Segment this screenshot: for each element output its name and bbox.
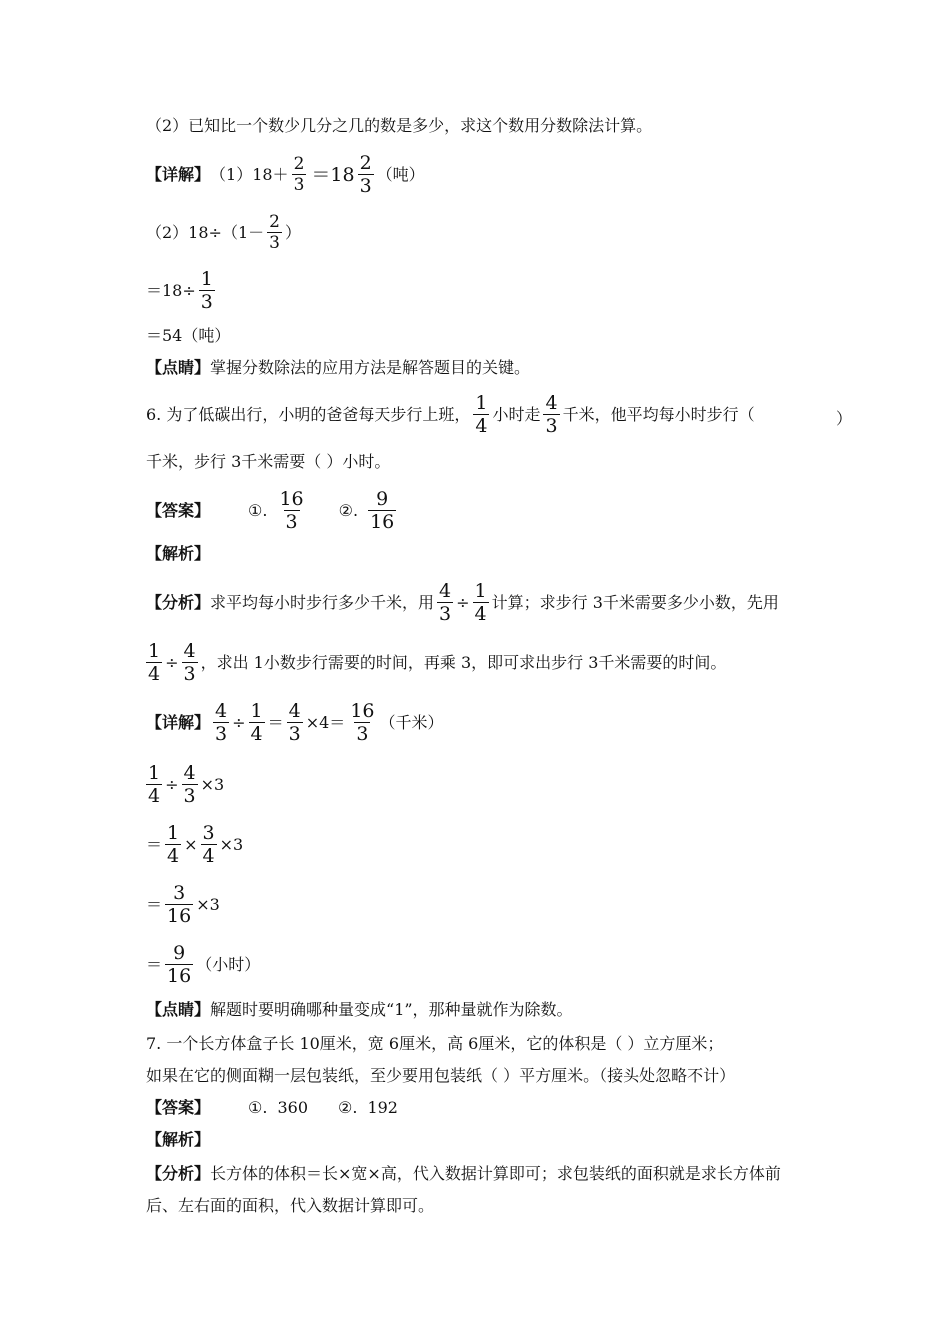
question-7-line-2	[146, 1066, 735, 1086]
dianjing-line	[146, 1000, 573, 1020]
answer-blank-paren: ）	[836, 409, 853, 428]
denominator: 16	[167, 965, 192, 987]
xiangjie-line	[146, 700, 444, 745]
denominator: 3	[545, 415, 558, 437]
fraction	[182, 762, 198, 807]
question-7-line-1	[146, 1034, 723, 1054]
text: 7. 一个长方体盒子长 10厘米，宽 6厘米，高 6厘米，它的体积是（ ）立方厘米；	[146, 1034, 724, 1053]
label-tag: 【答案】	[146, 1098, 211, 1117]
calc-line	[146, 212, 301, 253]
jiexi-line	[146, 1130, 210, 1150]
unit: （小时）	[196, 954, 261, 974]
label-tag: 【解析】	[146, 544, 211, 563]
numerator: 4	[183, 640, 196, 662]
unit: （吨）	[376, 164, 425, 184]
answer-marker: ②.	[338, 500, 359, 520]
fraction	[543, 392, 559, 437]
fraction	[473, 392, 489, 437]
text: ＝18÷	[146, 280, 196, 300]
label-tag: 【分析】	[146, 592, 211, 612]
fraction	[165, 882, 193, 927]
unit: （千米）	[379, 712, 444, 732]
answer-value: 192	[367, 1098, 398, 1117]
text: ）	[284, 222, 301, 242]
numerator: 2	[293, 154, 305, 174]
numerator: 1	[475, 392, 488, 414]
denominator: 3	[439, 603, 452, 625]
denominator: 4	[148, 663, 161, 685]
operator: ＝	[146, 954, 163, 974]
numerator: 2	[269, 212, 280, 232]
denominator: 4	[475, 415, 488, 437]
label-tag: 【详解】	[146, 164, 211, 184]
answer-marker: ①.	[248, 500, 268, 520]
operator: ÷	[232, 712, 246, 732]
fenxi-line	[146, 1164, 781, 1184]
text: 求平均每小时步行多少千米，用	[210, 592, 435, 612]
numerator: 4	[183, 762, 196, 784]
operator: ×3	[200, 774, 225, 794]
text: 掌握分数除法的应用方法是解答题目的关键。	[210, 358, 531, 377]
operator: ＝	[146, 834, 163, 854]
numerator: 2	[359, 152, 372, 174]
label-tag: 【点睛】	[146, 1000, 211, 1019]
fraction	[358, 152, 374, 197]
denominator: 4	[148, 785, 161, 807]
fraction	[165, 942, 193, 987]
denominator: 3	[269, 233, 280, 253]
denominator: 3	[359, 175, 372, 197]
label-tag: 【点睛】	[146, 358, 211, 377]
text: 千米，步行 3千米需要（ ）小时。	[146, 452, 391, 471]
text-line	[146, 116, 652, 136]
denominator: 3	[215, 723, 228, 745]
denominator: 3	[288, 723, 301, 745]
numerator: 1	[148, 762, 161, 784]
calc-line	[146, 326, 230, 346]
fraction	[165, 822, 181, 867]
calc-line	[146, 942, 260, 987]
numerator: 4	[215, 700, 228, 722]
fraction	[267, 212, 282, 253]
numerator: 1	[250, 700, 263, 722]
numerator: 4	[288, 700, 301, 722]
operator: ÷	[456, 592, 470, 612]
label-tag: 【答案】	[146, 500, 211, 520]
denominator: 4	[250, 723, 263, 745]
operator: ×3	[219, 834, 244, 854]
detail-line	[146, 152, 425, 197]
label-tag: 【分析】	[146, 1164, 211, 1183]
denominator: 3	[183, 663, 196, 685]
denominator: 16	[167, 905, 192, 927]
calc-line	[146, 268, 218, 313]
calc-line	[146, 882, 220, 927]
numerator: 3	[173, 882, 186, 904]
numerator: 9	[173, 942, 186, 964]
fraction	[213, 700, 229, 745]
numerator: 1	[474, 580, 487, 602]
fenxi-line-2	[146, 1196, 434, 1216]
denominator: 4	[474, 603, 487, 625]
denominator: 3	[293, 175, 305, 195]
denominator: 3	[183, 785, 196, 807]
answer-line	[146, 1098, 398, 1118]
fraction	[473, 580, 489, 625]
answer-line	[146, 488, 399, 533]
operator: ÷	[165, 774, 179, 794]
label-tag: 【详解】	[146, 712, 211, 732]
denominator: 3	[356, 723, 369, 745]
text: 小时走	[492, 404, 541, 424]
dianjing-line	[146, 358, 530, 378]
operator: ＝	[267, 712, 284, 732]
fraction	[437, 580, 453, 625]
text: （2）18÷（1－	[146, 222, 265, 242]
text: ＝18	[311, 163, 355, 186]
fraction	[249, 700, 265, 745]
numerator: 1	[148, 640, 161, 662]
operator: ×3	[196, 894, 220, 914]
text: 计算；求步行 3千米需要多少小数，先用	[491, 592, 779, 612]
text: 解题时要明确哪种量变成“1”，那种量就作为除数。	[210, 1000, 573, 1019]
fraction	[292, 154, 307, 195]
numerator: 16	[279, 488, 304, 510]
fraction	[368, 488, 396, 533]
operator: ×4＝	[305, 712, 346, 732]
fraction	[146, 640, 162, 685]
calc-line	[146, 762, 224, 807]
text: ，求出 1小数步行需要的时间，再乘 3，即可求出步行 3千米需要的时间。	[200, 652, 727, 672]
numerator: 4	[439, 580, 452, 602]
fraction	[348, 700, 376, 745]
text: 6. 为了低碳出行，小明的爸爸每天步行上班，	[146, 404, 471, 424]
fraction	[182, 640, 198, 685]
question-6-line-2	[146, 452, 390, 472]
fraction	[146, 762, 162, 807]
label-tag: 【解析】	[146, 1130, 211, 1149]
fenxi-line	[146, 580, 779, 625]
question-6-line-1	[146, 392, 755, 437]
text: （1）18＋	[210, 164, 289, 184]
text: 千米，他平均每小时步行（	[562, 404, 755, 424]
numerator: 9	[376, 488, 389, 510]
operator: ×	[184, 834, 198, 854]
numerator: 1	[200, 268, 213, 290]
jiexi-line	[146, 544, 210, 564]
fraction	[287, 700, 303, 745]
text: （2）已知比一个数少几分之几的数是多少，求这个数用分数除法计算。	[146, 116, 653, 135]
text: 后、左右面的面积，代入数据计算即可。	[146, 1196, 435, 1215]
answer-value: 360	[277, 1098, 308, 1117]
numerator: 4	[545, 392, 558, 414]
text: 长方体的体积＝长×宽×高，代入数据计算即可；求包装纸的面积就是求长方体前	[210, 1164, 781, 1183]
denominator: 16	[370, 511, 395, 533]
denominator: 4	[202, 845, 215, 867]
answer-marker: ①.	[248, 1098, 268, 1117]
fraction	[201, 822, 217, 867]
operator: ÷	[165, 652, 179, 672]
operator: ＝	[146, 894, 163, 914]
fraction	[277, 488, 305, 533]
calc-line	[146, 822, 243, 867]
numerator: 3	[202, 822, 215, 844]
text: ＝54（吨）	[146, 326, 231, 345]
numerator: 1	[167, 822, 180, 844]
fraction	[199, 268, 215, 313]
denominator: 3	[200, 291, 213, 313]
denominator: 3	[285, 511, 298, 533]
answer-marker: ②.	[338, 1098, 358, 1117]
fenxi-line-2	[146, 640, 726, 685]
numerator: 16	[350, 700, 375, 722]
text: 如果在它的侧面糊一层包装纸，至少要用包装纸（ ）平方厘米。（接头处忽略不计）	[146, 1066, 736, 1085]
denominator: 4	[167, 845, 180, 867]
